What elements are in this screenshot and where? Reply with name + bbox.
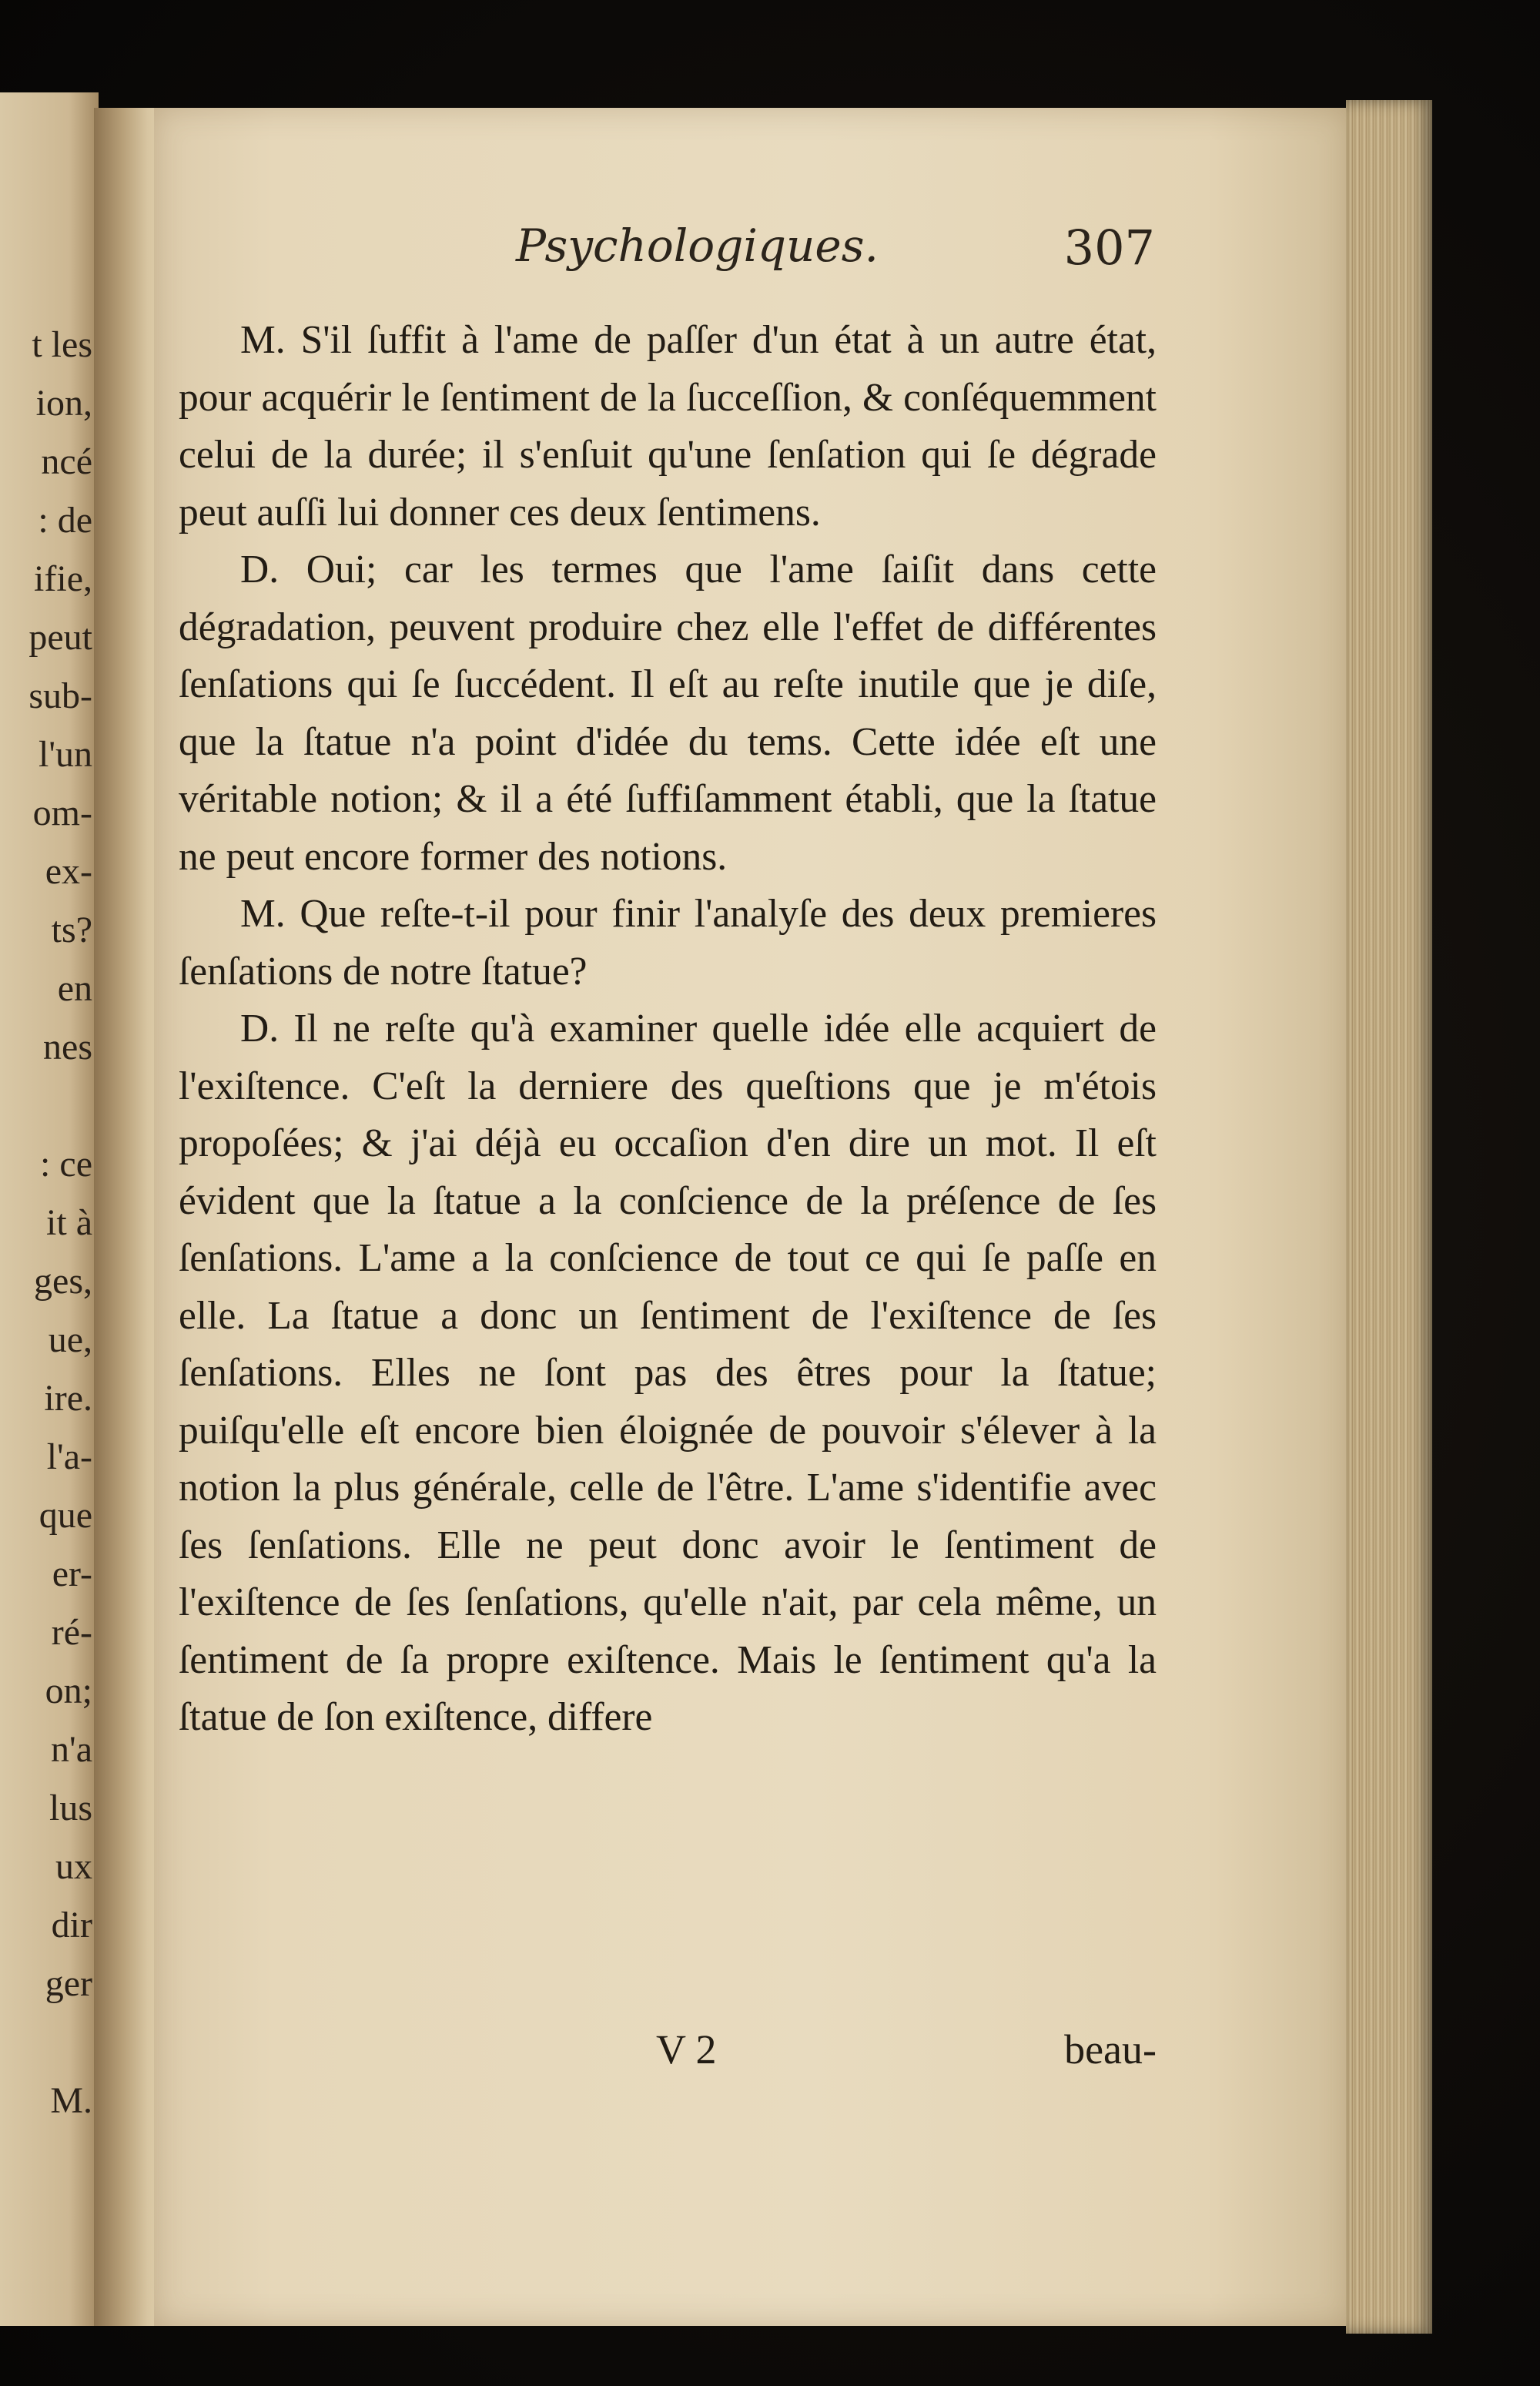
page-header [177, 219, 1155, 289]
left-page-fragment: : de [38, 500, 92, 541]
left-page-fragment: t les [32, 324, 92, 365]
paragraph: D. Oui; car les termes que l'ame ſaiſit dans cette dégradation, peuvent produire chez elle l'effet de différentes ſenſations qui ſe ſuccédent. Il eſt au reſte inutile que je diſe, que la ſtatue n'a point d'idée du tems. Cette idée eſt une véritable notion; & il a été ſuffiſamment établi, que la ſtatue ne peut encore former des notions. [179, 548, 1157, 879]
running-head: Psychologiques. [516, 219, 879, 272]
page-footer [179, 2026, 1157, 2087]
left-page-fragment: n'a [51, 1729, 92, 1770]
paragraph: D. Il ne reſte qu'à examiner quelle idée elle acquiert de l'exiſtence. C'eſt la derniere des queſtions que je m'étois propoſées; & j'ai déjà eu occaſion d'en dire un mot. Il eſt évident que la ſtatue a la conſcience de la préſence de ſes ſenſations. L'ame a la conſcience de tout ce qui ſe paſſe en elle. La ſtatue a donc un ſentiment de l'exiſtence de ſes ſenſations. Elles ne ſont pas des êtres pour la ſtatue; puiſqu'elle eſt encore bien éloignée de pouvoir s'élever à la notion la plus générale, celle de l'être. L'ame s'identifie avec ſes ſenſations. Elle ne peut donc avoir le ſentiment de l'exiſtence de ſes ſenſations, qu'elle n'ait, par cela même, un ſentiment de ſa propre exiſtence. Mais le ſentiment qu'a la ſtatue de ſon exiſtence, differe [179, 1007, 1157, 1739]
left-page-fragment: M. [50, 2080, 92, 2121]
left-page-fragment: ifie, [34, 558, 92, 599]
left-page-fragment: om- [32, 793, 92, 833]
left-page-fragment: peut [28, 617, 92, 658]
page-number: 307 [1063, 219, 1155, 276]
left-page-fragment: nes [43, 1027, 92, 1067]
left-page-fragment: l'un [38, 734, 92, 775]
signature-mark: V 2 [656, 2026, 717, 2073]
paragraph: M. S'il ſuffit à l'ame de paſſer d'un état à un autre état, pour acquérir le ſentiment de la ſucceſſion, & conſéquemment celui de la durée; il s'enſuit qu'une ſenſation qui ſe dégrade peut auſſi lui donner ces deux ſentimens. [179, 318, 1157, 535]
left-page-fragment: que [38, 1495, 92, 1536]
catchword: beau- [1064, 2026, 1157, 2073]
left-page-fragment: : ce [40, 1144, 92, 1185]
left-page-edge [0, 92, 99, 2326]
left-page-fragment: dir [51, 1905, 92, 1945]
left-page-fragment: it à [46, 1202, 92, 1243]
left-page-fragment: ion, [35, 383, 92, 424]
left-page-fragment: ue, [48, 1319, 92, 1360]
paragraph: M. Que reſte-t-il pour finir l'analyſe des deux premieres ſenſations de notre ſtatue? [179, 892, 1157, 994]
left-page-fragment: ges, [34, 1261, 92, 1302]
left-page-fragment: sub- [28, 675, 92, 716]
left-page-fragment: ré- [51, 1612, 92, 1653]
body-text [179, 312, 1157, 1747]
left-page-fragment: ts? [51, 910, 92, 950]
left-page-fragment: ncé [41, 441, 92, 482]
left-page-fragment: on; [45, 1671, 92, 1711]
left-page-fragment: er- [52, 1553, 92, 1594]
left-page-fragment: ux [55, 1846, 92, 1887]
page-block-edge [1346, 100, 1432, 2334]
left-page-fragment: l'a- [46, 1436, 92, 1477]
left-page-fragment: en [57, 968, 92, 1009]
left-page-fragment: ire. [44, 1378, 92, 1419]
left-page-fragment: ger [45, 1963, 92, 2004]
left-page-fragment: lus [49, 1788, 92, 1828]
left-page-fragment: ex- [45, 851, 92, 892]
